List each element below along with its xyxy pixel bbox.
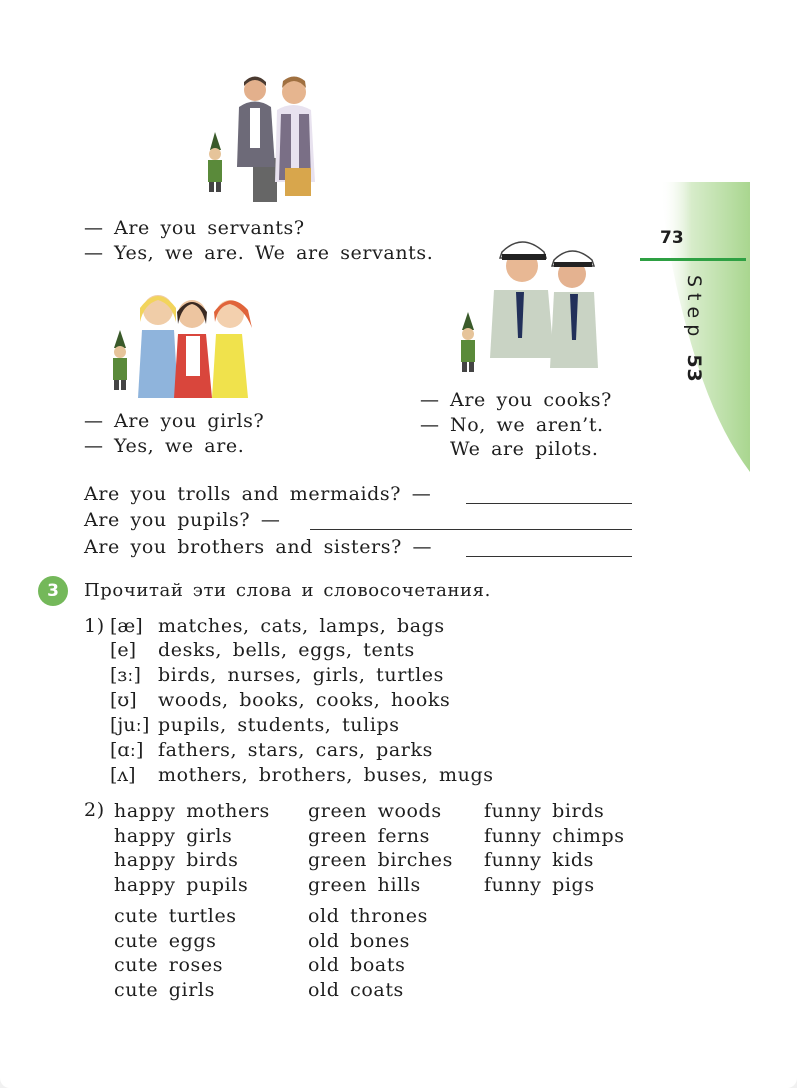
pilots-illustration <box>450 228 610 380</box>
phrase-column-cute <box>114 904 237 1002</box>
answer-line-trolls[interactable] <box>466 503 632 504</box>
sound-symbol: [ɑː] <box>110 739 144 761</box>
step-number: 53 <box>683 354 705 383</box>
dialogue-line: — Are you girls? <box>84 410 265 432</box>
dialogue-line: — Yes, we are. <box>84 434 245 457</box>
phrase: old bones <box>308 929 410 952</box>
page-number: 73 <box>660 228 684 248</box>
phrase-column-green <box>308 799 453 897</box>
phrase: old thrones <box>308 905 428 927</box>
dialogue-girls-q: Are you girls? <box>114 410 265 432</box>
step-word: Step <box>683 275 705 343</box>
sound-words: desks, bells, eggs, tents <box>158 639 415 661</box>
exercise-instruction: Прочитай эти слова и словосочетания. <box>84 580 491 601</box>
sound-words: pupils, students, tulips <box>158 714 400 736</box>
sound-words: birds, nurses, girls, turtles <box>158 664 444 686</box>
phrase: happy mothers <box>114 800 270 822</box>
question-brothers: Are you brothers and sisters? — <box>84 536 433 558</box>
sound-words: mothers, brothers, buses, mugs <box>158 764 494 786</box>
phrase: green birches <box>308 849 454 871</box>
phrase-column-funny <box>484 799 625 897</box>
dialogue-cooks <box>420 388 612 462</box>
sound-symbol: [ɜː] <box>110 664 141 686</box>
dialogue-girls <box>84 409 264 458</box>
phrase: funny pigs <box>484 873 595 896</box>
phrase: green woods <box>308 800 442 822</box>
phrase: old boats <box>308 954 406 976</box>
dialogue-cooks-q: Are you cooks? <box>450 389 612 411</box>
dialogue-servants-a: Yes, we are. We are servants. <box>114 241 434 264</box>
phrase: green ferns <box>308 824 430 847</box>
phrase-column-old <box>308 904 428 1002</box>
phrase: happy girls <box>114 824 233 847</box>
sound-words: woods, books, cooks, hooks <box>158 689 451 711</box>
dialogue-servants <box>84 216 433 265</box>
dialogue-line: — Are you servants? <box>84 217 305 239</box>
phrase: cute eggs <box>114 929 217 952</box>
dialogue-cooks-a: No, we aren’t. <box>450 413 604 436</box>
exercise-number-badge: 3 <box>38 576 68 606</box>
dialogue-line <box>420 437 612 462</box>
part2-label: 2) <box>84 799 105 821</box>
phrase: cute roses <box>114 954 224 976</box>
phrase: happy pupils <box>114 873 249 896</box>
girls-illustration <box>102 282 262 400</box>
page-number-underline <box>640 258 746 261</box>
question-trolls: Are you trolls and mermaids? — <box>84 483 432 505</box>
dialogue-line: — Are you cooks? <box>420 389 612 411</box>
sound-symbol: [e] <box>110 639 137 661</box>
dialogue-servants-q: Are you servants? <box>114 217 305 239</box>
phrase: happy birds <box>114 849 239 871</box>
phrase: funny birds <box>484 800 605 822</box>
step-label <box>683 275 705 383</box>
sound-symbol: [juː] <box>110 714 150 736</box>
phrase: funny chimps <box>484 824 625 847</box>
dialogue-line: — No, we aren’t. <box>420 413 604 436</box>
sound-words: fathers, stars, cars, parks <box>158 739 433 761</box>
part1-label: 1) <box>84 615 105 637</box>
dialogue-line: — Yes, we are. We are servants. <box>84 241 434 264</box>
answer-line-brothers[interactable] <box>466 556 632 557</box>
phrase-column-happy <box>114 799 270 897</box>
answer-line-pupils[interactable] <box>310 529 632 530</box>
phrase: cute girls <box>114 978 215 1001</box>
phrase: green hills <box>308 873 421 896</box>
sound-symbol: [ʊ] <box>110 689 137 711</box>
sound-symbol: [æ] <box>110 615 143 637</box>
phrase: funny kids <box>484 849 595 871</box>
phrase: old coats <box>308 978 404 1001</box>
question-pupils: Are you pupils? — <box>84 509 281 531</box>
phrase: cute turtles <box>114 905 237 927</box>
dialogue-girls-a: Yes, we are. <box>114 434 245 457</box>
servants-illustration <box>195 72 335 207</box>
dialogue-cooks-a2: We are pilots. <box>450 438 599 460</box>
sound-symbol: [ʌ] <box>110 764 136 786</box>
sound-words: matches, cats, lamps, bags <box>158 615 445 637</box>
